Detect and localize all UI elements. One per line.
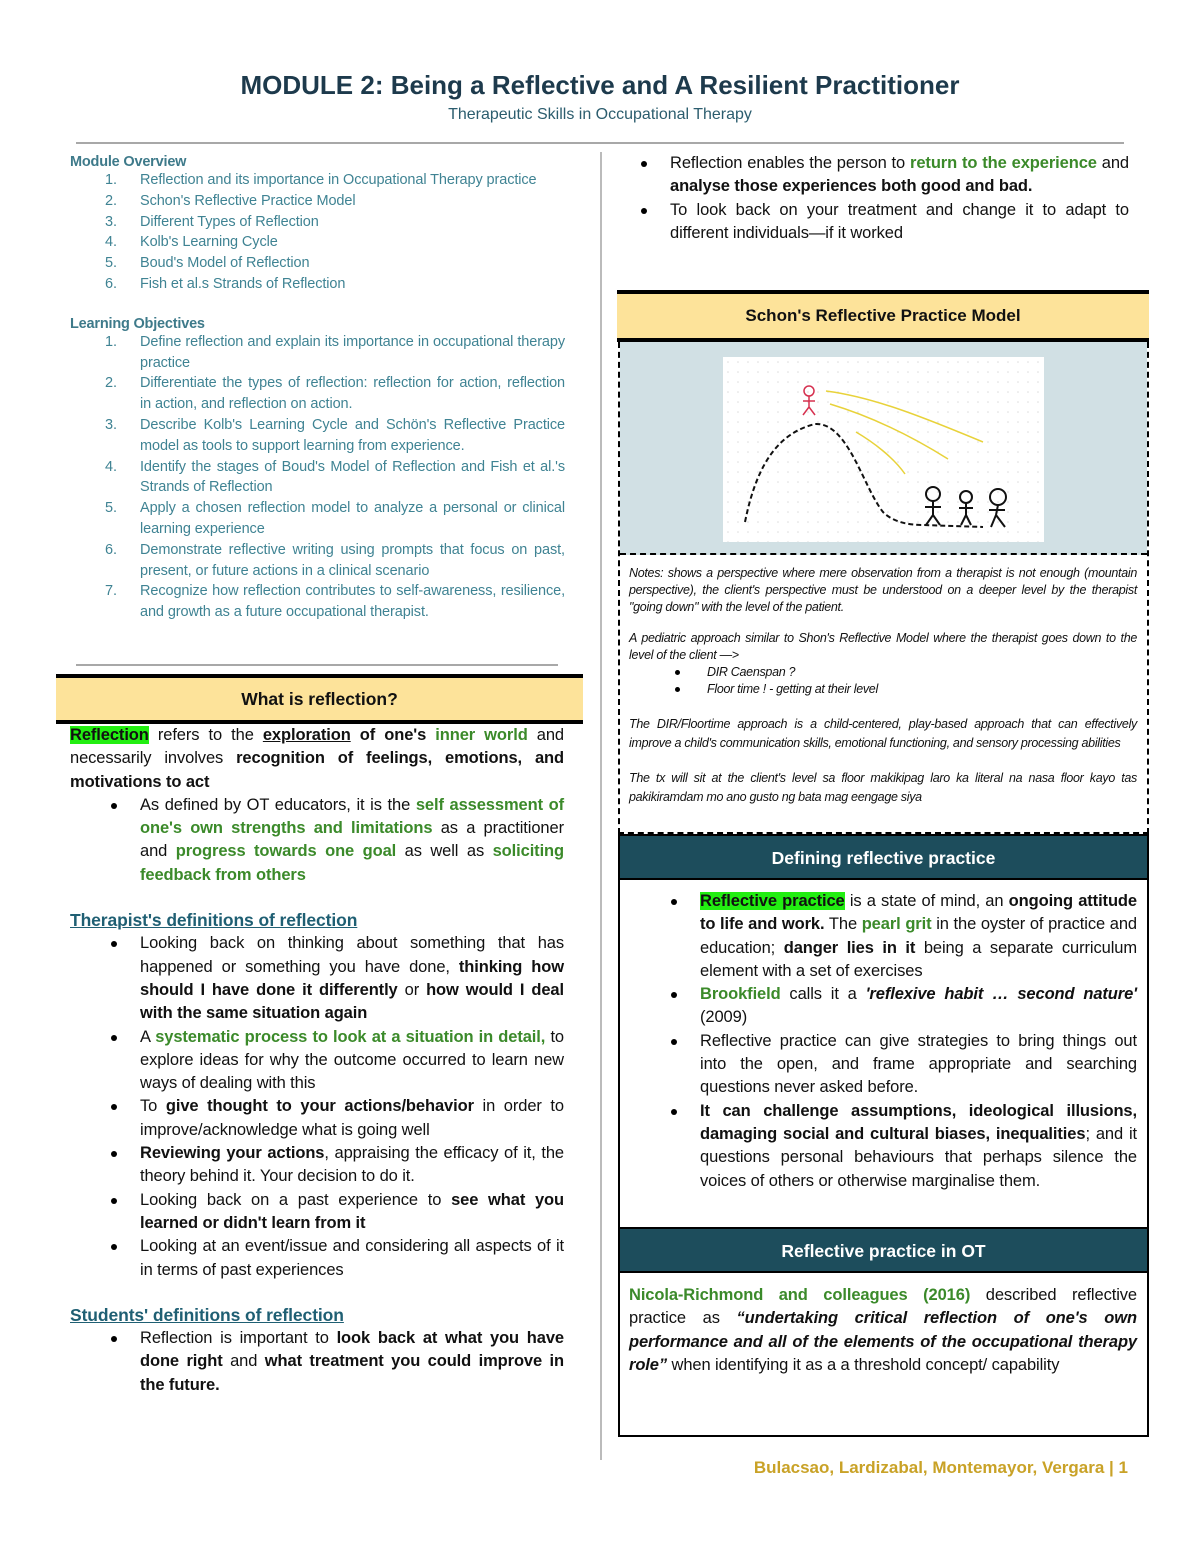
text-run: and [222, 1352, 265, 1371]
defining-reflective-practice-box [618, 834, 1149, 1229]
page-subtitle: Therapeutic Skills in Occupational Therapy [448, 106, 752, 123]
item-number: 1. [105, 333, 117, 350]
text-run: pearl grit [861, 915, 932, 934]
note-paragraph: The DIR/Floortime approach is a child-centered, play-based approach that can effectively improve a child's communication skills, emotional functioning, and sensory processing abilities [629, 717, 1137, 750]
list-item [70, 1095, 564, 1142]
text-run: as well as [396, 842, 493, 861]
page-footer: Bulacsao, Lardizabal, Montemayor, Vergara | 1 [753, 1458, 1128, 1477]
list-item [70, 581, 565, 623]
list-item [70, 1235, 564, 1282]
list-item [630, 890, 1137, 983]
list-item [70, 498, 565, 540]
list-item [600, 152, 1129, 199]
list-item [630, 1100, 1137, 1193]
text-run: To look back on your treatment and change it to adapt to different individuals—if it worked [670, 200, 1129, 242]
item-text: Different Types of Reflection [140, 213, 319, 230]
item-text: Reflection and its importance in Occupational Therapy practice [140, 172, 537, 188]
item-text: Fish et al.s Strands of Reflection [140, 275, 346, 292]
defining-list [620, 880, 1147, 1193]
note-paragraph: A pediatric approach similar to Shon's Reflective Model where the therapist goes down to the level of the client —> [629, 631, 1137, 662]
item-text: Recognize how reflection contributes to self-awareness, resilience, and growth as a future occupational therapist. [140, 583, 565, 621]
list-item [70, 212, 565, 233]
list-item [630, 983, 1137, 1030]
list-item [70, 457, 565, 499]
list-item [70, 540, 565, 582]
text-run: ongoing attitude to life and work. [700, 892, 1137, 934]
item-text: Kolb's Learning Cycle [140, 234, 278, 251]
list-item [70, 932, 564, 1025]
text-run: The [824, 915, 862, 934]
note-bullet: Floor time ! - getting at their level [629, 681, 1137, 698]
schon-model-box [618, 342, 1149, 834]
list-item [70, 170, 565, 191]
text-run: progress towards one goal [175, 842, 397, 861]
text-run: being a separate curriculum element with a set of exercises [700, 938, 1137, 980]
item-text: Identify the stages of Boud's Model of Reflection and Fish et al.'s Strands of Reflection [140, 458, 565, 496]
list-item [70, 253, 565, 274]
text-run: return to the experience [910, 154, 1097, 172]
item-number: 6. [105, 541, 117, 558]
overview-heading: Module Overview [70, 154, 187, 170]
defining-reflective-practice-header: Defining reflective practice [620, 836, 1147, 880]
text-run: ; and it questions personal behaviours that perhaps silence the voices of others or otherwise marginalise them. [700, 1124, 1137, 1190]
text-run: Nicola-Richmond and colleagues (2016) [629, 1286, 971, 1304]
item-text: Demonstrate reflective writing using prompts that focus on past, present, or future actions in a clinical scenario [140, 541, 565, 579]
text-run: Reflection enables the person to [670, 154, 911, 172]
schon-model-header: Schon's Reflective Practice Model [617, 290, 1149, 342]
header-divider [76, 142, 1124, 144]
objectives-heading: Learning Objectives [70, 315, 205, 332]
text-run: To [140, 1097, 166, 1116]
list-item [70, 1142, 564, 1189]
text-run: to explore ideas for why the outcome occurred to learn new ways of dealing with this [140, 1027, 565, 1093]
text-run: give thought to your actions/behavior [165, 1097, 474, 1116]
text-run: (2009) [700, 1008, 748, 1027]
text-run: how would I deal with the same situation again [140, 980, 564, 1023]
item-number: 1. [105, 172, 117, 188]
item-number: 3. [105, 416, 117, 433]
item-text: Differentiate the types of reflection: reflection for action, reflection in action, and reflection on action. [140, 375, 565, 413]
text-run: is a state of mind, an [844, 892, 1009, 910]
text-run: A [140, 1027, 156, 1046]
schon-notes [620, 555, 1147, 806]
text-run: systematic process to look at a situation in detail, [155, 1027, 546, 1046]
item-text: Schon's Reflective Practice Model [140, 192, 356, 209]
text-run: Looking back on a past experience to [140, 1190, 452, 1209]
text-run: analyse those experiences both good and bad. [670, 177, 1033, 196]
objectives-list [70, 332, 565, 623]
text-run: and necessarily involves [70, 726, 564, 768]
overview-list [70, 170, 565, 295]
ot-paragraph [620, 1273, 1147, 1377]
text-run: danger lies in it [783, 938, 916, 957]
item-text: Describe Kolb's Learning Cycle and Schön's Reflective Practice model as tools to support learning from experience. [140, 416, 565, 454]
text-run: exploration [262, 726, 351, 744]
text-run: described reflective practice as [629, 1286, 1137, 1328]
text-run: and [1096, 154, 1129, 172]
item-number: 4. [105, 234, 117, 251]
what-is-reflection-header: What is reflection? [56, 674, 583, 724]
text-run: calls it a [780, 985, 866, 1004]
module-overview [70, 154, 565, 623]
item-number: 2. [105, 192, 117, 209]
text-run: thinking how should I have done it differently [140, 957, 564, 999]
text-run: Reviewing your actions [140, 1144, 325, 1163]
text-run: as a practitioner and [140, 819, 564, 861]
mountain-perspective-illustration [723, 357, 1044, 542]
text-run: “undertaking critical reflection of one's own performance and all of the elements of the occupational therapy role” [629, 1309, 1137, 1374]
text-run: of one's [350, 726, 436, 744]
list-item [70, 794, 564, 887]
item-number: 5. [105, 500, 117, 517]
list-item [70, 1026, 564, 1096]
item-number: 4. [105, 458, 117, 475]
text-run: Reflection [70, 726, 149, 744]
text-run: Reflective practice can give strategies to bring things out into the open, and frame appropriate and searching questions never asked before. [700, 1031, 1137, 1097]
column-divider [600, 152, 602, 1460]
list-item [70, 415, 565, 457]
item-text: Define reflection and explain its importance in occupational therapy practice [140, 333, 565, 371]
text-run: Looking at an event/issue and considering all aspects of it in terms of past experiences [140, 1237, 564, 1279]
text-run: see what you learned or didn't learn from it [140, 1190, 564, 1232]
note-bullet: DIR Caenspan ? [629, 664, 1137, 681]
text-run: or [397, 980, 427, 999]
text-run: Looking back on thinking about something that has happened or something you have done, [140, 934, 564, 976]
text-run: Brookfield [700, 985, 781, 1004]
item-number: 6. [105, 275, 117, 292]
note-paragraph: The tx will sit at the client's level sa floor makikipag laro ka literal na nasa floor kayo tas pakikiramdam mo ano gusto ng bata mag eengage siya [629, 771, 1137, 804]
therapists-definitions-heading: Therapist's definitions of reflection [70, 910, 358, 931]
list-item [70, 232, 565, 253]
text-run: It can challenge assumptions, ideological illusions, damaging social and cultural biases, inequalities [700, 1101, 1137, 1143]
list-item [70, 1189, 564, 1236]
list-item [70, 332, 565, 374]
text-run: in order to improve/acknowledge what is going well [140, 1097, 564, 1139]
section-divider [76, 664, 558, 666]
text-run: 'reflexive habit … second nature' [865, 985, 1137, 1004]
reflection-definition [70, 724, 564, 794]
text-run: Reflective practice [700, 892, 845, 910]
note-paragraph: Notes: shows a perspective where mere observation from a therapist is not enough (mountain perspective), the client's perspective must be understood on a deeper level by the therapist "going down" with the level of the patient. [629, 566, 1137, 614]
item-number: 7. [105, 583, 117, 600]
right-top-bullets [636, 152, 1129, 245]
list-item [70, 191, 565, 212]
list-item [70, 373, 565, 415]
reflective-practice-ot-box [618, 1227, 1149, 1437]
text-run: refers to the [148, 726, 263, 744]
list-item [70, 1327, 564, 1397]
text-run: self assessment of one's own strengths and limitations [140, 795, 565, 838]
list-item [70, 274, 565, 295]
illustration-panel [620, 342, 1147, 555]
list-item [630, 1030, 1137, 1100]
list-item [600, 199, 1129, 246]
text-run: , appraising the efficacy of it, the theory behind it. Your decision to do it. [140, 1144, 564, 1186]
text-run: recognition of feelings, emotions, and motivations to act [70, 749, 564, 791]
students-definitions-heading: Students' definitions of reflection [70, 1304, 344, 1325]
item-number: 3. [105, 213, 117, 230]
reflective-practice-ot-header: Reflective practice in OT [620, 1229, 1147, 1273]
item-number: 5. [105, 255, 117, 272]
item-text: Boud's Model of Reflection [140, 255, 310, 272]
text-run: As defined by OT educators, it is the [140, 795, 416, 814]
text-run: what treatment you could improve in the future. [140, 1352, 565, 1394]
text-run: when identifying it as a a threshold concept/ capability [667, 1355, 1060, 1374]
item-text: Apply a chosen reflection model to analyze a personal or clinical learning experience [140, 500, 565, 537]
what-is-reflection-section [70, 724, 564, 1397]
text-run: in the oyster of practice and education; [700, 915, 1137, 957]
item-number: 2. [105, 375, 117, 392]
text-run: look back at what you have done right [140, 1329, 565, 1371]
text-run: inner world [435, 726, 528, 744]
page-title: MODULE 2: Being a Reflective and A Resilient Practitioner [240, 70, 960, 100]
text-run: Reflection is important to [140, 1329, 337, 1348]
text-run: soliciting feedback from others [140, 842, 565, 884]
